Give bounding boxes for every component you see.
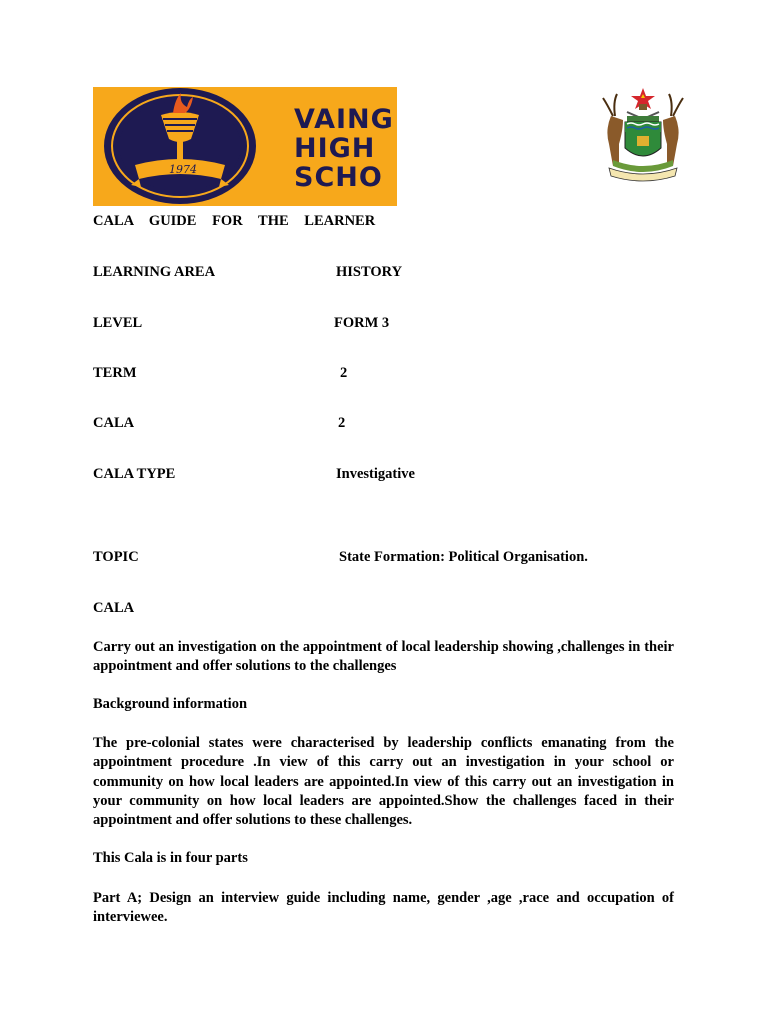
field-value-topic: State Formation: Political Organisation. [339, 549, 588, 565]
cala-task-paragraph: Carry out an investigation on the appointment of local leadership showing ,challenges in their appointment and offer solutions to the challenges [93, 639, 674, 675]
parts-intro: This Cala is in four parts [93, 850, 248, 866]
school-name-line-2: HIGH [294, 133, 376, 164]
field-value-cala: 2 [338, 415, 346, 431]
document-title: CALA GUIDE FOR THE LEARNER [93, 213, 376, 229]
part-a-paragraph: Part A; Design an interview guide including name, gender ,age ,race and occupation of interviewee. [93, 890, 674, 926]
field-label-learning-area: LEARNING AREA [93, 264, 216, 280]
field-label-level: LEVEL [93, 315, 143, 331]
field-label-topic: TOPIC [93, 549, 139, 565]
background-paragraph: The pre-colonial states were characterised by leadership conflicts emanating from the appointment procedure .In view of this carry out an investigation in your school or community on how local leaders are appointed.In view of this carry out an investigation in your community on how local leaders are appointed.Show the challenges faced in their appointment and offer solutions to these challenges. [93, 735, 674, 829]
school-name-line-1: VAING [294, 104, 394, 135]
field-value-term: 2 [340, 365, 348, 381]
cala-heading: CALA [93, 600, 135, 616]
field-value-cala-type: Investigative [336, 466, 415, 482]
school-logo-banner [93, 87, 397, 206]
field-label-term: TERM [93, 365, 137, 381]
zimbabwe-coat-of-arms-icon [583, 86, 703, 182]
seal-year-text: 1974 [169, 163, 197, 176]
background-heading: Background information [93, 696, 248, 712]
field-value-level: FORM 3 [334, 315, 390, 331]
school-name-line-3: SCHO [294, 162, 383, 193]
field-label-cala: CALA [93, 415, 135, 431]
field-value-learning-area: HISTORY [336, 264, 403, 280]
field-label-cala-type: CALA TYPE [93, 466, 176, 482]
